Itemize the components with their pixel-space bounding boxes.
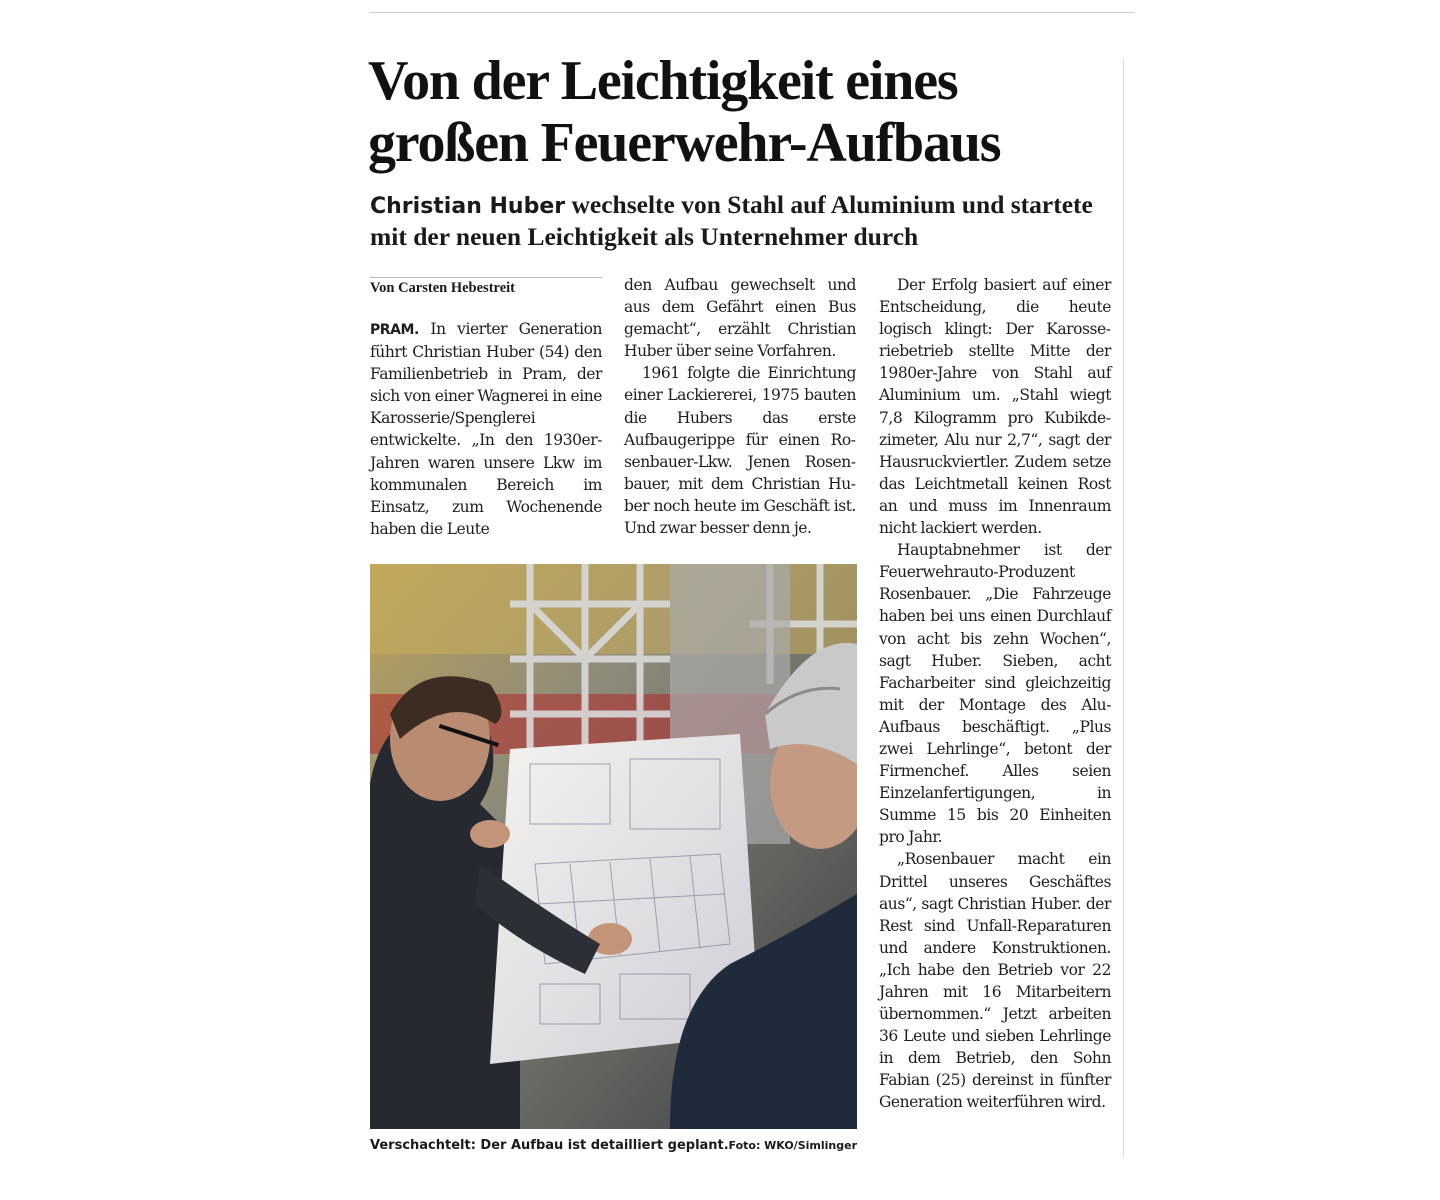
subheadline (370, 190, 1120, 252)
column-rule (1123, 58, 1124, 1158)
paragraph: Der Erfolg basiert auf einer Entscheidung, die heute logisch klingt: Der Karosseriebetrieb stellte Mitte der 1980er-Jahre von Stahl auf Aluminium um. „Stahl wiegt 7,8 Kilogramm pro Kubikdezimeter, Alu nur 2,7“, sagt der Hausruckviertler. Zudem setze das Leichtmetall keinen Rost an und muss im Innenraum nicht lackiert werden. (879, 276, 1111, 538)
byline: Von Carsten Hebestreit (370, 277, 602, 298)
text-column-2 (624, 274, 856, 539)
subhead-text: wechselte von Stahl auf Aluminium und startete mit der neuen Leichtigkeit als Unternehmer durch (370, 190, 1093, 251)
paragraph: den Aufbau gewechselt und aus dem Gefährt einen Bus gemacht“, erzählt Christian Huber über seine Vorfahren. (624, 276, 856, 361)
subhead-name: Christian Huber (370, 194, 566, 219)
caption-text: Verschachtelt: Der Aufbau ist detailliert geplant. (370, 1138, 729, 1153)
paragraph: „Rosenbauer macht ein Drittel unseres Geschäftes aus“, sagt Christian Huber. der Rest sind Unfall-Reparaturen und andere Konstruktionen. „Ich habe den Betrieb vor 22 Jahren mit 16 Mitarbeitern übernommen.“ Jetzt arbeiten 36 Leute und sieben Lehrlinge in dem Betrieb, den Sohn Fabian (25) dereinst in fünfter Generation weiterführen wird. (879, 850, 1111, 1112)
paragraph: In vierter Generation führt Christian Huber (54) den Familienbetrieb in Pram, der sich von einer Wagnerei in eine Karosserie/Spenglerei entwickelte. „In den 1930er-Jahren waren unsere Lkw im kommunalen Bereich im Einsatz, zum Wochenende haben die Leute (370, 320, 602, 538)
photo-caption (370, 1138, 857, 1158)
dateline: PRAM. (370, 322, 419, 338)
headline: Von der Leichtigkeit eines großen Feuerwehr-Aufbaus (368, 50, 1001, 174)
paragraph: 1961 folgte die Einrichtung einer Lackiererei, 1975 bauten die Hubers das erste Aufbaugerippe für einen Rosenbauer-Lkw. Jenen Rosenbauer, mit dem Christian Huber noch heute im Geschäft ist. Und zwar besser denn je. (624, 364, 856, 538)
paragraph: Hauptabnehmer ist der Feuerwehrauto-Produzent Rosenbauer. „Die Fahrzeuge haben bei uns einen Durchlauf von acht bis zehn Wochen“, sagt Huber. Sieben, acht Facharbeiter sind gleichzeitig mit der Montage des Alu-Aufbaus beschäftigt. „Plus zwei Lehrlinge“, betont der Firmenchef. Alles seien Einzelanfertigungen, in Summe 15 bis 20 Einheiten pro Jahr. (879, 541, 1111, 847)
article-photo (370, 564, 857, 1129)
text-column-3 (879, 274, 1111, 1114)
photo-credit: Foto: WKO/Simlinger (728, 1139, 857, 1152)
top-rule (370, 12, 1134, 13)
text-column-1 (370, 318, 602, 540)
